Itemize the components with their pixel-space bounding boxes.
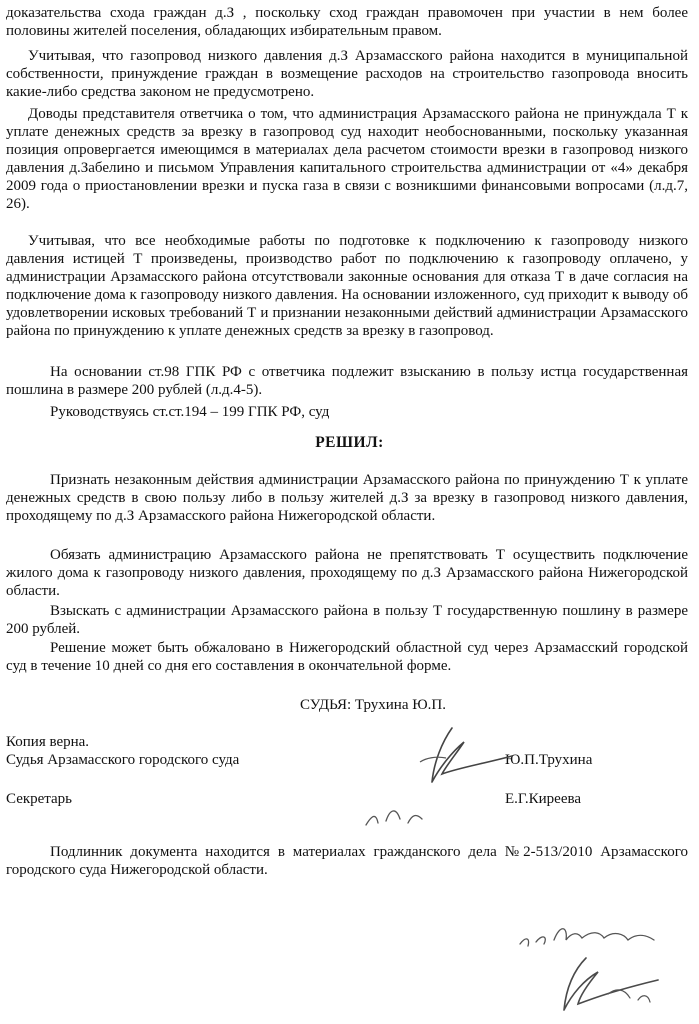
resolution-2: Обязать администрацию Арзамасского района не препятствовать Т осуществить подключение жилого дома к газопроводу низкого давления, проходящему по д.З Арзамасского района Нижегородской области. <box>6 547 688 599</box>
paragraph-3: Доводы представителя ответчика о том, что администрация Арзамасского района не принуждала Т к уплате денежных средств за врезку в газопровод суд находит необоснованными, поскольку указанная позиция опровергается имеющимся в материалах дела расчетом стоимости врезки в газопровод низкого давления д.Забелино и письмом Управления капитального строительства администрации от «4» декабря 2009 года о приостановлении врезки и пуска газа в связи с возникшими финансовыми вопросами (л.д.7, 26). <box>6 106 688 212</box>
handwritten-certification-mark <box>508 918 683 1018</box>
secretary-title: Секретарь <box>6 791 73 807</box>
copy-judge-name: Ю.П.Трухина <box>505 752 593 768</box>
secretary-signature <box>360 795 430 835</box>
paragraph-4: Учитывая, что все необходимые работы по подготовке к подключению к газопроводу низкого давления истицей Т произведены, производство работ по подключению к газопроводу оплачено, у администрации Арзамасского района отсутствовали законные основания для отказа Т в даче согласия на подключение дома к газопроводу низкого давления. На основании изложенного, суд приходит к выводу об удовлетворении исковых требований Т и признании незаконными действий администрации Арзамасского района по принуждению к уплате денежных средств за врезку в газопровод. <box>6 233 688 339</box>
paragraph-2: Учитывая, что газопровод низкого давления д.З Арзамасского района находится в муниципальной собственности, принуждение граждан в возмещение расходов на строительство газопровода вносить какие-либо средства законом не предусмотрено. <box>6 48 688 100</box>
secretary-name: Е.Г.Киреева <box>505 791 582 807</box>
resolution-3: Взыскать с администрации Арзамасского района в пользу Т государственную пошлину в размере 200 рублей. <box>6 603 688 637</box>
paragraph-1: доказательства схода граждан д.З , поскольку сход граждан правомочен при участии в нем более половины жителей поселения, обладающих избирательным правом. <box>6 5 688 39</box>
resolution-4: Решение может быть обжаловано в Нижегородский областной суд через Арзамасский городской суд в течение 10 дней со дня его составления в окончательной форме. <box>6 640 688 674</box>
judge-signature <box>412 722 532 792</box>
original-document-note: Подлинник документа находится в материалах гражданского дела №2-513/2010 Арзамасского городского суда Нижегородской области. <box>6 844 688 878</box>
judge-line: СУДЬЯ: Трухина Ю.П. <box>300 697 446 713</box>
resolution-1: Признать незаконным действия администрации Арзамасского района по принуждению Т к уплате денежных средств в свою пользу либо в пользу жителей д.З за врезку в газопровод низкого давления, проходящему по д.З Арзамасского района Нижегородской области. <box>6 472 688 524</box>
paragraph-5: На основании ст.98 ГПК РФ с ответчика подлежит взысканию в пользу истца государственная пошлина в размере 200 рублей (л.д.4-5). <box>6 364 688 398</box>
copy-true-label: Копия верна. <box>6 734 90 750</box>
paragraph-6: Руководствуясь ст.ст.194 – 199 ГПК РФ, суд <box>50 404 330 420</box>
decision-heading: РЕШИЛ: <box>315 434 384 451</box>
copy-judge-title: Судья Арзамасского городского суда <box>6 752 240 768</box>
